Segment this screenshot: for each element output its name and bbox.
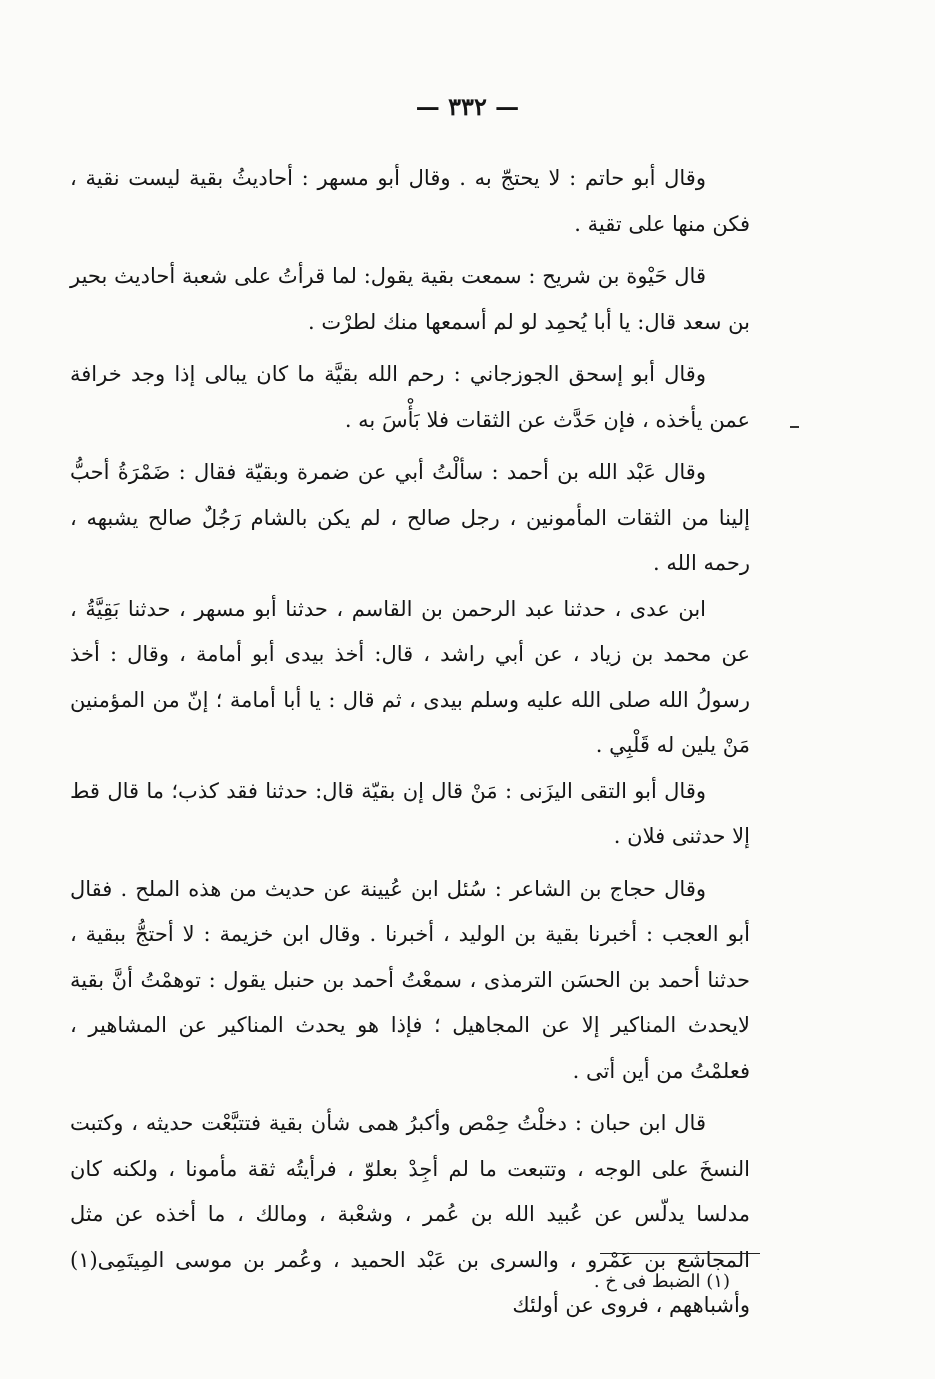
paragraph-7: وقال حجاج بن الشاعر : سُئل ابن عُيينة عن حديث من هذه الملح . فقال أبو العجب : أخبرنا بقية بن الوليد ، أخبرنا . وقال ابن خزيمة : لا أحتجُّ ببقية ، حدثنا أحمد بن الحسَن الترمذى ، سمعْتُ أحمد بن حنبل يقول : توهمْتُ أنَّ بقية لايحدث المناكير إلا عن المجاهيل ؛ فإذا هو يحدث المناكير عن المشاهير ، فعلمْتُ من أين أتى . <box>70 876 750 1083</box>
main-text <box>70 156 750 1336</box>
paragraph-5: ابن عدى ، حدثنا عبد الرحمن بن القاسم ، حدثنا أبو مسهر ، حدثنا بَقِيَّةُ ، عن محمد بن زياد ، عن أبي راشد ، قال: أخذ بيدى أبو أمامة ، وقال : أخذ رسولُ الله صلى الله عليه وسلم بيدى ، ثم قال : يا أبا أمامة ؛ إنّ من المؤمنين مَنْ يلين له قَلْبِي . <box>70 596 750 757</box>
footnote-divider <box>600 1253 760 1254</box>
margin-mark <box>790 426 799 428</box>
paragraph-3: وقال أبو إسحق الجوزجاني : رحم الله بقيَّة ما كان يبالى إذا وجد خرافة عمن يأخذه ، فإن حَدَّث عن الثقات فلا بَأْسَ به . <box>70 362 750 432</box>
paragraph-2: قال حَيْوة بن شريح : سمعت بقية يقول: لما قرأتُ على شعبة أحاديث بحير بن سعد قال: يا أبا يُحمِد لو لم أسمعها منك لطرْت . <box>70 264 750 334</box>
paragraph-1: وقال أبو حاتم : لا يحتجّ به . وقال أبو مسهر : أحاديثُ بقية ليست نقية ، فكن منها على تقية . <box>70 166 750 236</box>
footnote: (١) الضبط فى خ . <box>593 1271 730 1292</box>
page-number: — ٣٣٢ — <box>415 92 520 121</box>
paragraph-4: وقال عَبْد الله بن أحمد : سألْتُ أبي عن ضمرة وبقيّة فقال : ضَمْرَةُ أحبُّ إلينا من الثقات المأمونين ، رجل صالح ، لم يكن بالشام رَجُلٌ صالح يشبهه ، رحمه الله . <box>70 460 750 575</box>
paragraph-6: وقال أبو التقى اليزَنى : مَنْ قال إن بقيّة قال: حدثنا فقد كذب؛ ما قال قط إلا حدثنى فلان . <box>70 778 750 848</box>
paragraph-8: قال ابن حبان : دخلْتُ حِمْص وأكبرُ همى شأن بقية فتتبَّعْت حديثه ، وكتبت النسخَ على الوجه ، وتتبعت ما لم أجِدْ بعلوّ ، فرأيتُه ثقة مأمونا ، ولكنه كان مدلسا يدلّس عن عُبيد الله بن عُمر ، وشعْبة ، ومالك ، ما أخذه عن مثل المجاشع بن عَمْرو ، والسرى بن عَبْد الحميد ، وعُمر بن موسى المِيتَمِى(١) وأشباههم ، فروى عن أولئك <box>70 1111 750 1317</box>
